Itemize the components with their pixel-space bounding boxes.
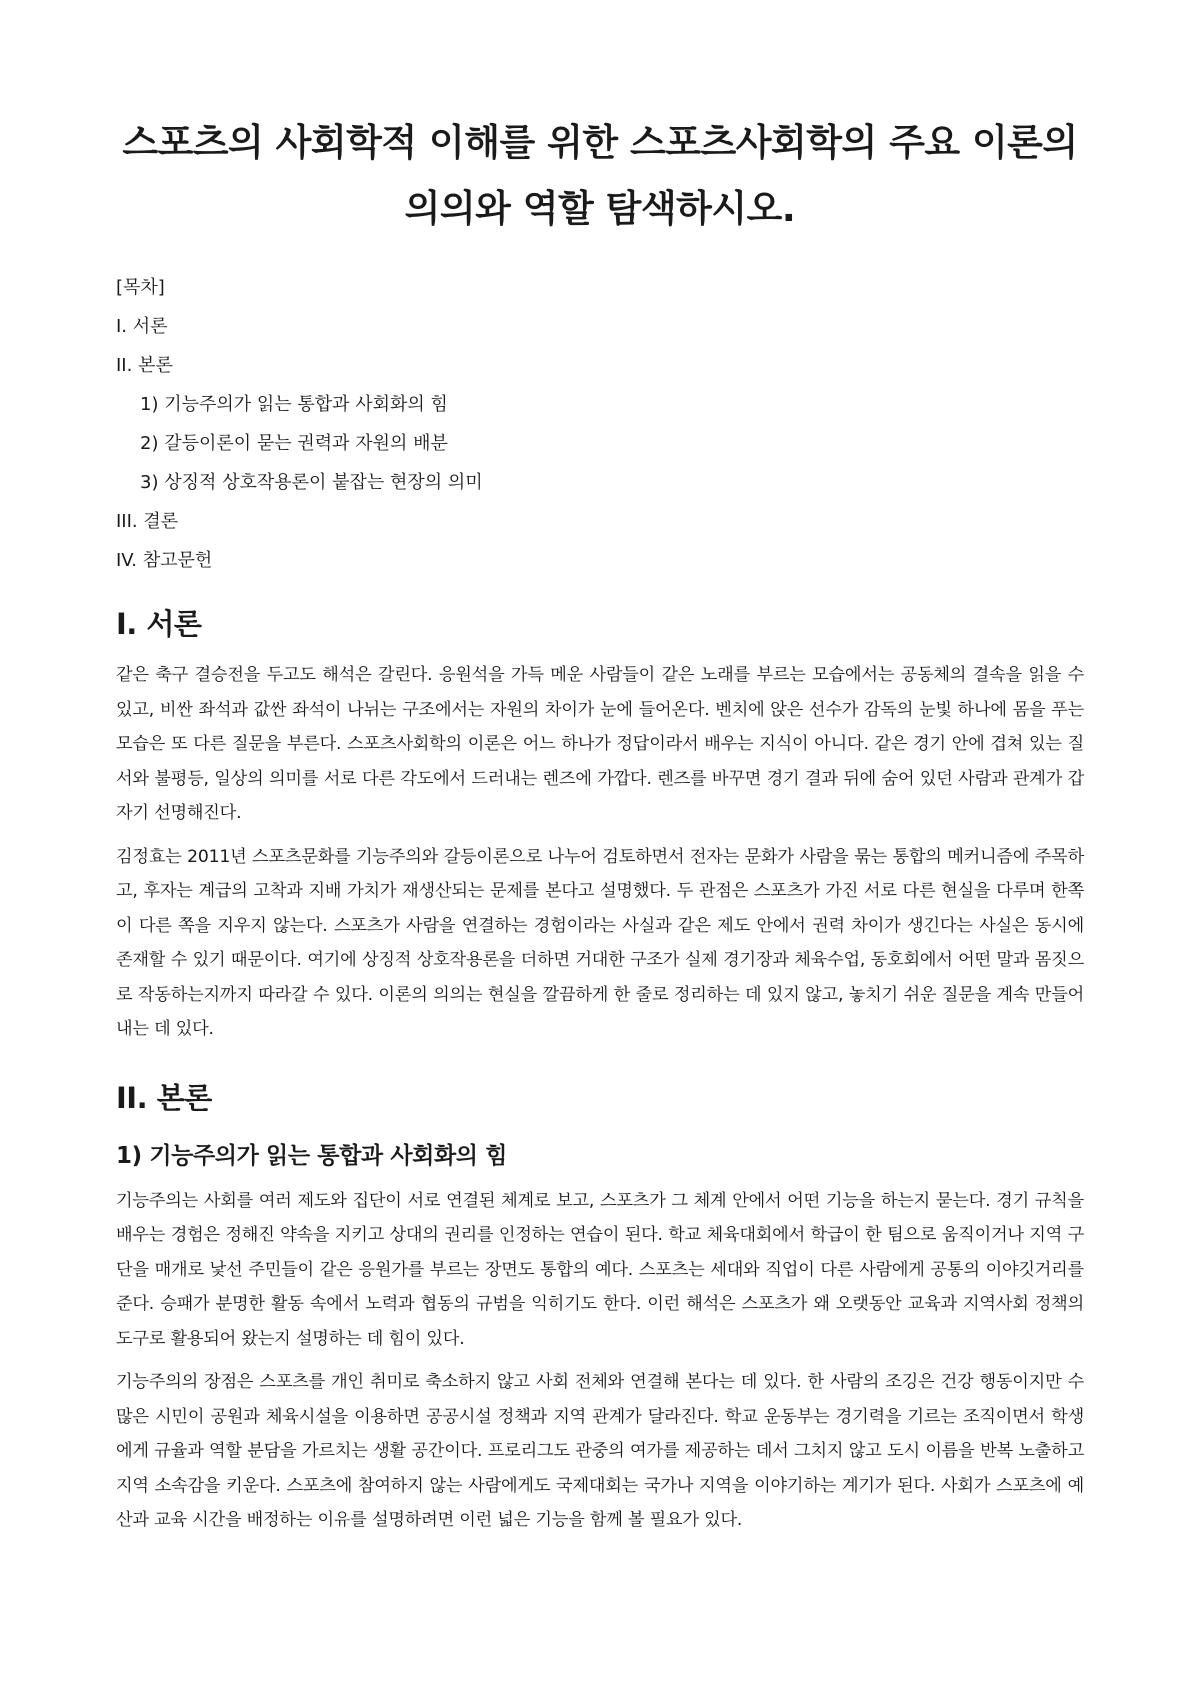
document-title: 스포츠의 사회학적 이해를 위한 스포츠사회학의 주요 이론의 의의와 역할 탐색하시오. [122,121,1078,230]
toc-item: I. 서론 [116,316,168,337]
intro-paragraph: 같은 축구 결승전을 두고도 해석은 갈린다. 응원석을 가득 메운 사람들이 같은 노래를 부르는 모습에서는 공동체의 결속을 읽을 수 있고, 비싼 좌석과 값싼 좌석이 나뉘는 구조에서는 자원의 차이가 눈에 들어온다. 벤치에 앉은 선수가 감독의 눈빛 하나에 몸을 푸는 모습은 또 다른 질문을 부른다. 스포츠사회학의 이론은 어느 하나가 정답이라서 배우는 지식이 아니다. 같은 경기 안에 겹쳐 있는 질서와 불평등, 일상의 의미를 서로 다른 각도에서 드러내는 렌즈에 가깝다. 렌즈를 바꾸면 경기 결과 뒤에 숨어 있던 사람과 관계가 갑자기 선명해진다. [116,665,1084,823]
subsection-heading-functionalism: 1) 기능주의가 읽는 통합과 사회화의 힘 [116,1142,508,1169]
toc-subitem: 1) 기능주의가 읽는 통합과 사회화의 힘 [140,394,448,415]
section-heading-body: II. 본론 [116,1080,212,1115]
toc-subitem: 3) 상징적 상호작용론이 붙잡는 현장의 의미 [140,472,483,493]
toc-item: III. 결론 [116,511,179,532]
toc-subitem: 2) 갈등이론이 묻는 권력과 자원의 배분 [140,433,448,454]
section-heading-intro: I. 서론 [116,607,202,641]
table-of-contents [116,268,1084,580]
toc-heading: [목차] [116,277,165,298]
intro-paragraph: 김정효는 2011년 스포츠문화를 기능주의와 갈등이론으로 나누어 검토하면서 전자는 문화가 사람을 묶는 통합의 메커니즘에 주목하고, 후자는 계급의 고착과 지배 가치가 재생산되는 문제를 본다고 설명했다. 두 관점은 스포츠가 가진 서로 다른 현실을 다루며 한쪽이 다른 쪽을 지우지 않는다. 스포츠가 사람을 연결하는 경험이라는 사실과 같은 제도 안에서 권력 차이가 생긴다는 사실은 동시에 존재할 수 있기 때문이다. 여기에 상징적 상호작용론을 더하면 거대한 구조가 실제 경기장과 체육수업, 동호회에서 어떤 말과 몸짓으로 작동하는지까지 따라갈 수 있다. 이론의 의의는 현실을 깔끔하게 한 줄로 정리하는 데 있지 않고, 놓치기 쉬운 질문을 계속 만들어 내는 데 있다. [116,846,1084,1039]
section-spacer [116,1056,1084,1078]
functionalism-paragraph: 기능주의는 사회를 여러 제도와 집단이 서로 연결된 체계로 보고, 스포츠가 그 체계 안에서 어떤 기능을 하는지 묻는다. 경기 규칙을 배우는 경험은 정해진 약속을 지키고 상대의 권리를 인정하는 연습이 된다. 학교 체육대회에서 학급이 한 팀으로 움직이거나 지역 구단을 매개로 낯선 주민들이 같은 응원가를 부르는 장면도 통합의 예다. 스포츠는 세대와 직업이 다른 사람에게 공통의 이야깃거리를 준다. 승패가 분명한 활동 속에서 노력과 협동의 규범을 익히기도 한다. 이런 해석은 스포츠가 왜 오랫동안 교육과 지역사회 정책의 도구로 활용되어 왔는지 설명하는 데 힘이 있다. [116,1190,1084,1349]
toc-item: IV. 참고문헌 [116,550,213,571]
functionalism-paragraph: 기능주의의 장점은 스포츠를 개인 취미로 축소하지 않고 사회 전체와 연결해 본다는 데 있다. 한 사람의 조깅은 건강 행동이지만 수많은 시민이 공원과 체육시설을 이용하면 공공시설 정책과 지역 관계가 달라진다. 학교 운동부는 경기력을 기르는 조직이면서 학생에게 규율과 역할 분담을 가르치는 생활 공간이다. 프로리그도 관중의 여가를 제공하는 데서 그치지 않고 도시 이름을 반복 노출하고 지역 소속감을 키운다. 스포츠에 참여하지 않는 사람에게도 국제대회는 국가나 지역을 이야기하는 계기가 된다. 사회가 스포츠에 예산과 교육 시간을 배정하는 이유를 설명하려면 이런 넓은 기능을 함께 볼 필요가 있다. [116,1372,1084,1530]
toc-item: II. 본론 [116,355,173,376]
